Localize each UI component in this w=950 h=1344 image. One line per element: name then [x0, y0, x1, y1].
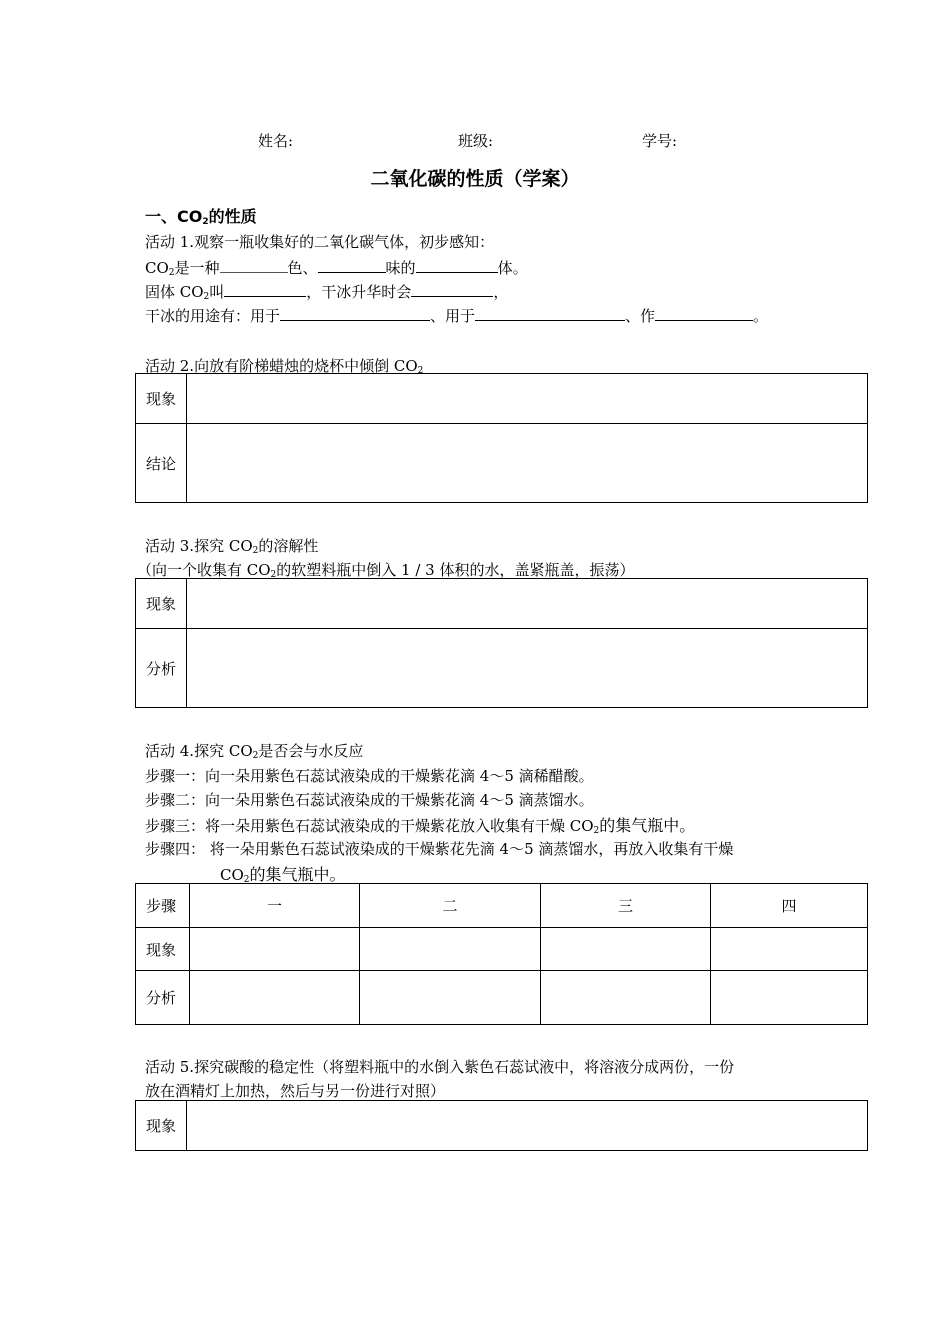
- dry-ice-name-blank[interactable]: [224, 281, 306, 297]
- row-label: 结论: [136, 424, 187, 503]
- answer-cell[interactable]: [541, 928, 711, 971]
- answer-cell[interactable]: [187, 629, 868, 708]
- step-three: [145, 813, 695, 836]
- co2-sub: 2: [243, 875, 250, 885]
- use1-blank[interactable]: [280, 305, 430, 321]
- activity3-table: [135, 578, 868, 708]
- text-segment: （向一个收集有 CO: [137, 561, 271, 579]
- answer-cell[interactable]: [187, 579, 868, 629]
- text-segment: 是一种: [174, 259, 220, 277]
- activity5-table: [135, 1100, 868, 1151]
- answer-cell[interactable]: [360, 928, 541, 971]
- table-header-row: [136, 884, 868, 928]
- header-cell: 四: [711, 884, 868, 928]
- row-label: 现象: [136, 928, 190, 971]
- table-row: [136, 928, 868, 971]
- co2-text: CO: [220, 866, 244, 884]
- answer-cell[interactable]: [541, 971, 711, 1025]
- activity3-title: [145, 535, 318, 556]
- text-segment: 活动 2.向放有阶梯蜡烛的烧杯中倾倒 CO: [145, 357, 418, 375]
- activity5-line1: 活动 5.探究碳酸的稳定性（将塑料瓶中的水倒入紫色石蕊试液中，将溶液分成两份，一份: [145, 1058, 735, 1076]
- use2-blank[interactable]: [475, 305, 625, 321]
- activity1-intro: 活动 1.观察一瓶收集好的二氧化碳气体，初步感知：: [145, 233, 495, 251]
- co2-text: CO: [145, 259, 169, 277]
- text-segment: 活动 4.探究 CO: [145, 742, 253, 760]
- activity1-line3: [145, 305, 768, 326]
- text-segment: 步骤三：将一朵用紫色石蕊试液染成的干燥紫花放入收集有干燥 CO: [145, 817, 594, 835]
- answer-cell[interactable]: [190, 971, 360, 1025]
- text-segment: 、作: [625, 307, 656, 325]
- row-label: 分析: [136, 629, 187, 708]
- color-blank[interactable]: [220, 257, 288, 273]
- text-segment: 体。: [497, 259, 528, 277]
- step-four-line2: [220, 862, 346, 885]
- co2-sub: 2: [203, 292, 210, 302]
- text-segment: 的溶解性: [258, 537, 319, 555]
- header-cell: 一: [190, 884, 360, 928]
- answer-cell[interactable]: [360, 971, 541, 1025]
- activity4-table: [135, 883, 868, 1025]
- co2-sub: 2: [270, 570, 277, 580]
- text-segment: ，: [493, 283, 509, 301]
- co2-sub: 2: [593, 826, 600, 836]
- activity1-line1: [145, 257, 528, 278]
- answer-cell[interactable]: [187, 424, 868, 503]
- activity3-note: [137, 559, 635, 580]
- step-two: 步骤二：向一朵用紫色石蕊试液染成的干燥紫花滴 4～5 滴蒸馏水。: [145, 791, 594, 809]
- answer-cell[interactable]: [711, 928, 868, 971]
- co2-text: 固体 CO: [145, 283, 204, 301]
- state-blank[interactable]: [416, 257, 498, 273]
- section-heading-prefix: 一、CO: [145, 207, 203, 226]
- text-segment: ，干冰升华时会: [306, 283, 412, 301]
- text-segment: 。: [753, 307, 769, 325]
- text-segment: 干冰的用途有：用于: [145, 307, 281, 325]
- page-title: 二氧化碳的性质（学案）: [370, 168, 580, 190]
- section-heading-sub: 2: [202, 217, 209, 227]
- name-label: 姓名:: [258, 132, 294, 150]
- student-id-label: 学号:: [642, 132, 678, 150]
- activity1-line2: [145, 281, 508, 302]
- answer-cell[interactable]: [190, 928, 360, 971]
- answer-cell[interactable]: [711, 971, 868, 1025]
- class-label: 班级:: [458, 132, 494, 150]
- co2-sub: 2: [168, 268, 175, 278]
- activity2-table: [135, 373, 868, 503]
- row-label: 现象: [136, 1101, 187, 1151]
- answer-cell[interactable]: [187, 374, 868, 424]
- text-segment: 味的: [385, 259, 416, 277]
- header-cell: 二: [360, 884, 541, 928]
- co2-sub: 2: [252, 546, 259, 556]
- text-segment: 叫: [209, 283, 225, 301]
- header-cell: 步骤: [136, 884, 190, 928]
- text-segment: 的集气瓶中。: [599, 816, 696, 835]
- step-one: 步骤一：向一朵用紫色石蕊试液染成的干燥紫花滴 4～5 滴稀醋酸。: [145, 767, 594, 785]
- step-four-line1: 步骤四： 将一朵用紫色石蕊试液染成的干燥紫花先滴 4～5 滴蒸馏水，再放入收集有干燥: [145, 840, 734, 858]
- table-row: [136, 971, 868, 1025]
- row-label: 分析: [136, 971, 190, 1025]
- text-segment: 色、: [287, 259, 318, 277]
- text-segment: 、用于: [430, 307, 476, 325]
- sublimation-blank[interactable]: [411, 281, 493, 297]
- activity4-title: [145, 740, 363, 761]
- section-heading-suffix: 的性质: [208, 207, 257, 226]
- co2-sub: 2: [252, 751, 259, 761]
- co2-sub: 2: [417, 366, 424, 376]
- smell-blank[interactable]: [318, 257, 386, 273]
- text-segment: 的集气瓶中。: [249, 865, 346, 884]
- activity5-line2: 放在酒精灯上加热，然后与另一份进行对照）: [145, 1082, 446, 1100]
- text-segment: 是否会与水反应: [258, 742, 364, 760]
- text-segment: 活动 3.探究 CO: [145, 537, 253, 555]
- text-segment: 的软塑料瓶中倒入 1 / 3 体积的水，盖紧瓶盖，振荡）: [276, 561, 635, 579]
- row-label: 现象: [136, 579, 187, 629]
- section-heading: [145, 204, 257, 227]
- use3-blank[interactable]: [655, 305, 753, 321]
- header-cell: 三: [541, 884, 711, 928]
- answer-cell[interactable]: [187, 1101, 868, 1151]
- row-label: 现象: [136, 374, 187, 424]
